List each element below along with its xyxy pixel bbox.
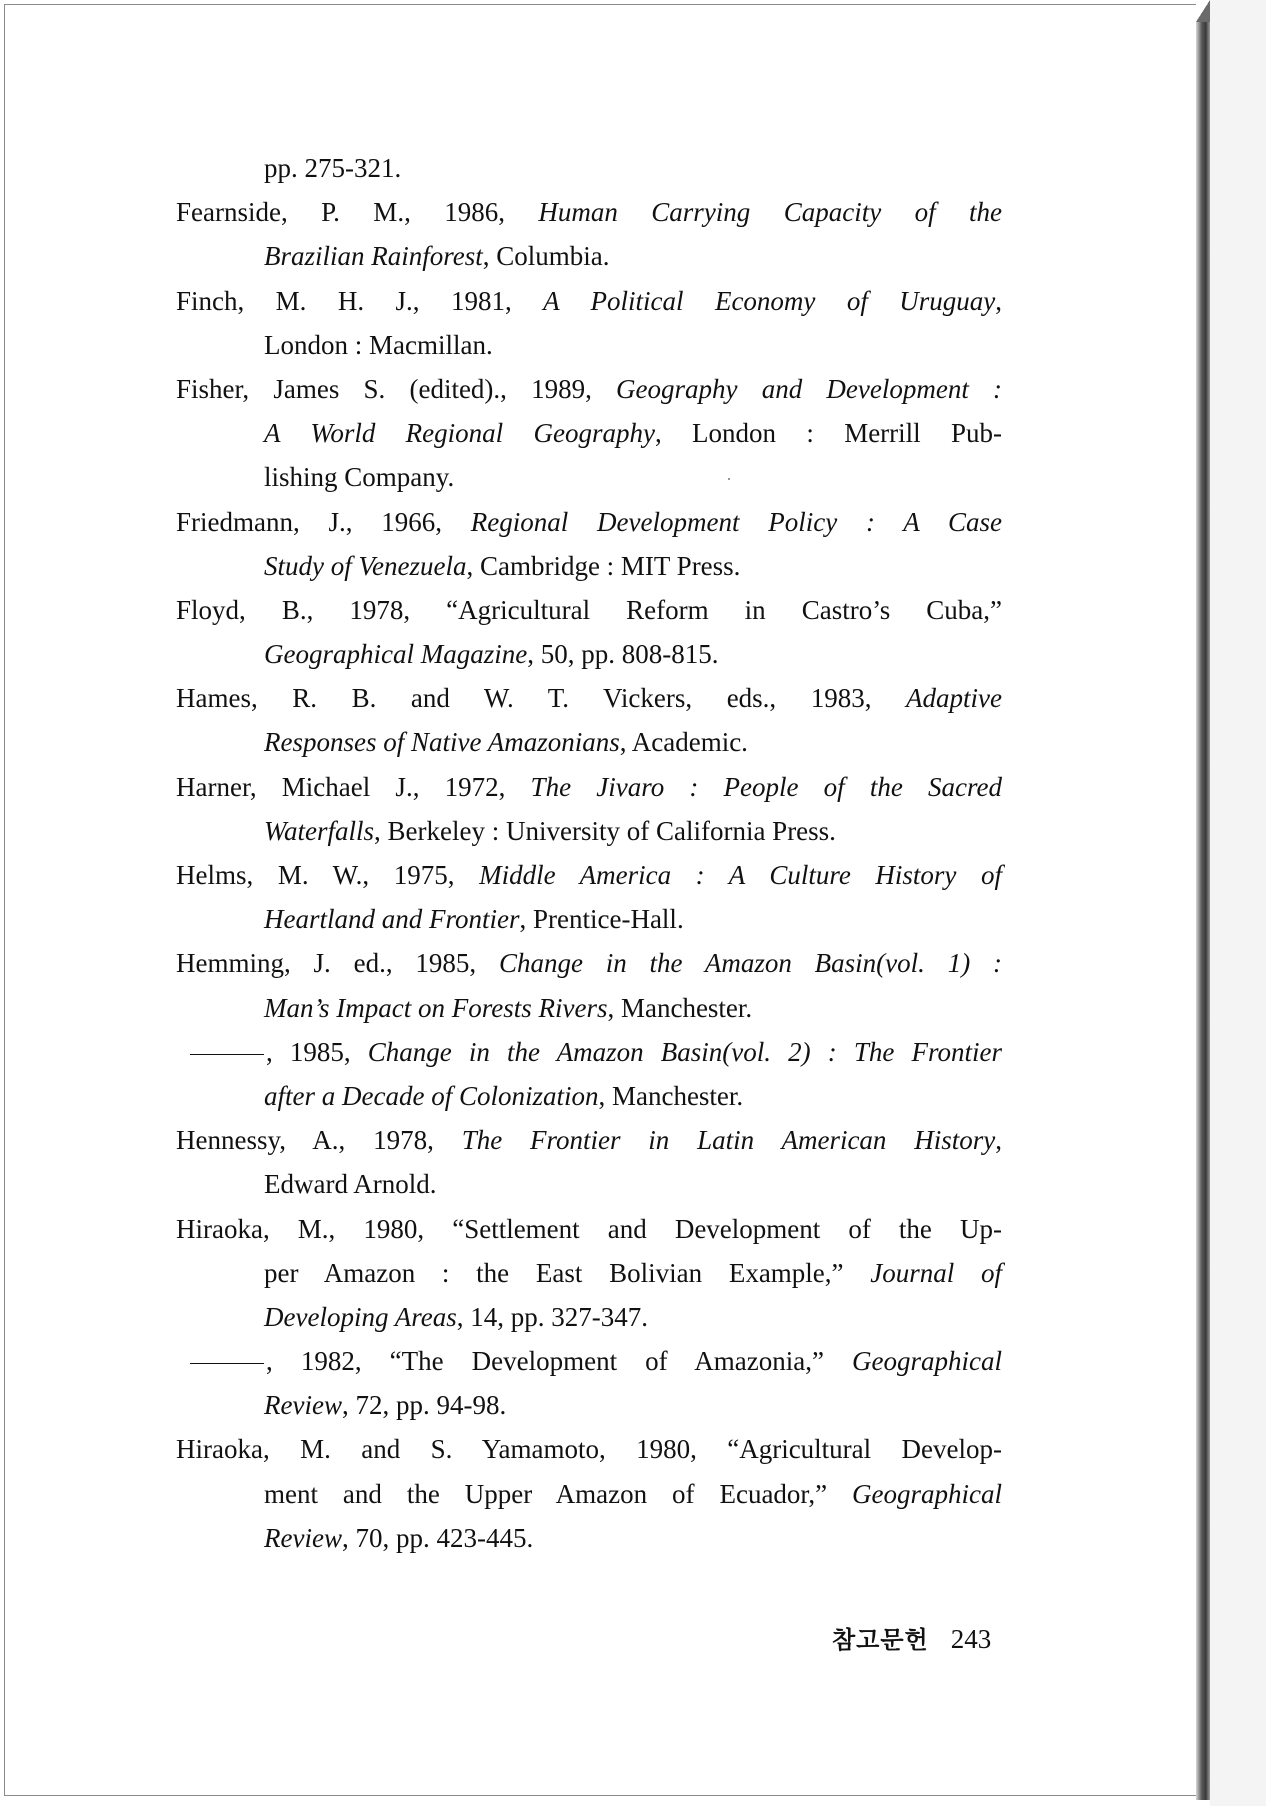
reference-entry-line: Fisher, James S. (edited)., 1989, Geography and Development : <box>176 373 1002 404</box>
reference-continuation: London : Macmillan. <box>264 329 493 360</box>
page-footer <box>832 1620 991 1655</box>
reference-continuation: Study of Venezuela, Cambridge : MIT Press. <box>264 550 741 581</box>
reference-continuation: after a Decade of Colonization, Manchester. <box>264 1080 744 1111</box>
reference-entry-line: Hames, R. B. and W. T. Vickers, eds., 1983, Adaptive <box>176 683 1002 714</box>
reference-entry-line: Fearnside, P. M., 1986, Human Carrying Capacity of the <box>176 197 1002 228</box>
reference-entry-line: Helms, M. W., 1975, Middle America : A Culture History of <box>176 860 1002 890</box>
scan-speck <box>728 478 730 480</box>
reference-continuation: Developing Areas, 14, pp. 327-347. <box>264 1301 648 1332</box>
background-margin <box>1210 0 1266 1806</box>
reference-continuation: Responses of Native Amazonians, Academic. <box>264 727 748 758</box>
reference-entry-line: Hiraoka, M., 1980, “Settlement and Development of the Up- <box>176 1213 1002 1244</box>
reference-entry-line: , 1982, “The Development of Amazonia,” Geographical <box>176 1339 1002 1383</box>
page-number: 243 <box>950 1624 992 1654</box>
reference-entry-line: Hennessy, A., 1978, The Frontier in Latin American History, <box>176 1125 1002 1156</box>
ditto-dash <box>190 1054 264 1055</box>
reference-entry-line: Hemming, J. ed., 1985, Change in the Amazon Basin(vol. 1) : <box>176 948 1002 979</box>
reference-continuation: Geographical Magazine, 50, pp. 808-815. <box>264 639 719 670</box>
ditto-dash <box>190 1363 264 1364</box>
reference-continuation: Review, 70, pp. 423-445. <box>264 1522 534 1553</box>
reference-continuation: per Amazon : the East Bolivian Example,” Journal of <box>264 1257 1002 1288</box>
reference-entry-line: Floyd, B., 1978, “Agricultural Reform in Castro’s Cuba,” <box>176 594 1002 625</box>
reference-continuation: A World Regional Geography, London : Merrill Pub- <box>264 418 1003 449</box>
reference-continuation: Review, 72, pp. 94-98. <box>264 1390 507 1421</box>
reference-continuation: Heartland and Frontier, Prentice-Hall. <box>264 904 684 935</box>
page-edge-shadow <box>1196 4 1210 1800</box>
reference-entry-line: Harner, Michael J., 1972, The Jivaro : People of the Sacred <box>176 771 1002 802</box>
reference-continuation: Edward Arnold. <box>264 1169 437 1200</box>
page-corner <box>1196 0 1210 22</box>
reference-continuation: lishing Company. <box>264 462 455 493</box>
reference-continuation: Man’s Impact on Forests Rivers, Manchester. <box>264 992 753 1023</box>
reference-entry-line: Finch, M. H. J., 1981, A Political Economy of Uruguay, <box>176 285 1002 316</box>
reference-list <box>176 146 1002 1560</box>
reference-entry-line: Hiraoka, M. and S. Yamamoto, 1980, “Agricultural Develop- <box>176 1434 1002 1465</box>
reference-continuation: Brazilian Rainforest, Columbia. <box>264 241 610 272</box>
reference-continuation: Waterfalls, Berkeley : University of California Press. <box>264 815 836 846</box>
reference-entry-line: , 1985, Change in the Amazon Basin(vol. 2) : The Frontier <box>176 1030 1002 1074</box>
reference-entry-line: Friedmann, J., 1966, Regional Development Policy : A Case <box>176 506 1002 537</box>
reference-line: pp. 275-321. <box>264 153 402 183</box>
section-title: 참고문헌 <box>832 1626 929 1654</box>
reference-continuation: ment and the Upper Amazon of Ecuador,” Geographical <box>264 1478 1002 1509</box>
